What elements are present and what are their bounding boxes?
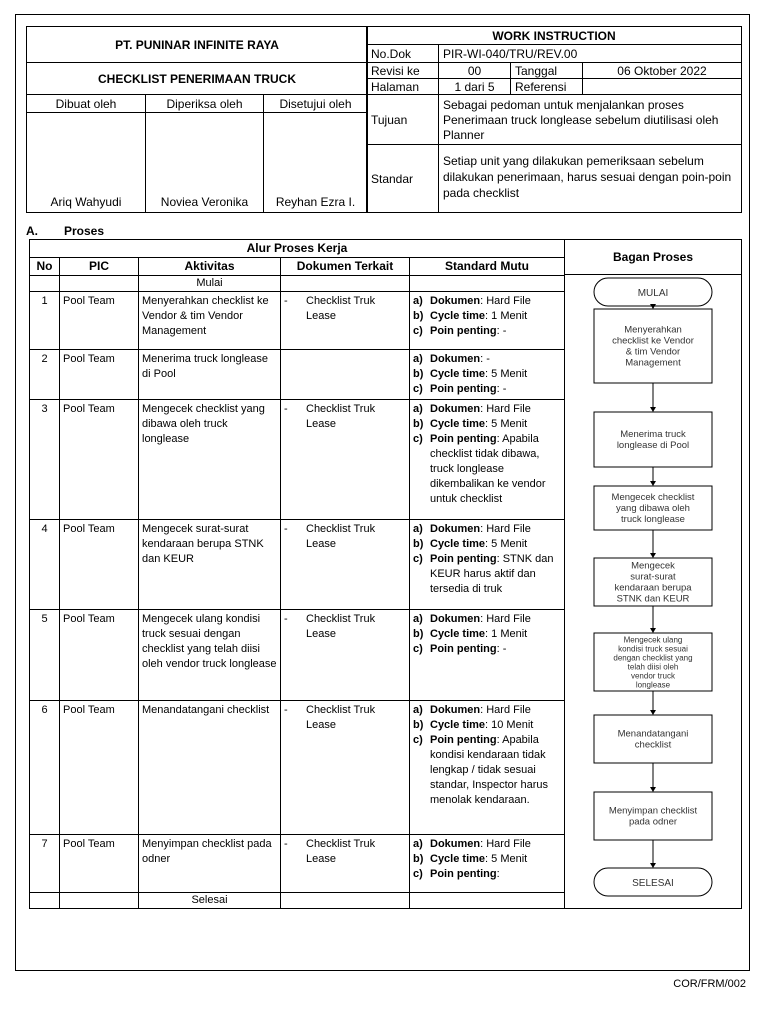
std-c-value: : - xyxy=(496,325,507,338)
row-number: 7 xyxy=(30,834,60,892)
row-activity: Menandatangani checklist xyxy=(139,700,281,834)
checked-by-name: Noviea Veronika xyxy=(146,113,264,213)
header-right-table xyxy=(366,26,742,213)
row-document xyxy=(281,520,410,610)
flow-step-label: kondisi truck sesuai xyxy=(618,644,688,654)
flow-step-label: kendaraan berupa xyxy=(614,582,692,594)
doc-dash: - xyxy=(284,403,288,416)
start-label: Mulai xyxy=(139,276,281,292)
flow-step-label: Menyimpan checklist xyxy=(608,805,698,817)
doc-text: Checklist Truk Lease xyxy=(306,403,376,431)
flow-step-label: Menerima truck xyxy=(620,429,686,440)
row-pic: Pool Team xyxy=(60,400,139,520)
std-a-key: Dokumen xyxy=(430,837,481,850)
std-a-label: a) xyxy=(413,837,423,850)
flow-arrowhead xyxy=(650,628,656,633)
doc-text: Checklist Truk Lease xyxy=(306,613,376,641)
std-b-key: Cycle time xyxy=(430,368,486,381)
row-pic: Pool Team xyxy=(60,350,139,400)
std-a-value: : Hard File xyxy=(480,837,531,850)
std-a-key: Dokumen xyxy=(430,295,481,308)
std-b-key: Cycle time xyxy=(430,538,486,551)
standard-text: Setiap unit yang dilakukan pemeriksaan sebelum dilakukan penerimaan, harus sesuai dengan poin-poin pada checklist xyxy=(439,145,742,213)
std-b-label: b) xyxy=(413,538,424,551)
row-activity: Mengecek checklist yang dibawa oleh truck longlease xyxy=(139,400,281,520)
std-a-value: : Hard File xyxy=(480,403,531,416)
made-by-name: Ariq Wahyudi xyxy=(27,113,146,213)
std-c-value: : Apabila kondisi kendaraan tidak lengkap / tidak sesuai standar, Inspector harus menolak kendaraan. xyxy=(430,733,549,806)
std-c-value: : - xyxy=(496,383,507,396)
std-b-key: Cycle time xyxy=(430,718,486,731)
doc-dash: - xyxy=(284,295,288,308)
std-b-value: : 5 Menit xyxy=(485,852,528,865)
std-c-label: c) xyxy=(413,553,423,566)
doc-text: Checklist Truk Lease xyxy=(306,837,376,865)
std-c-value: : STNK dan KEUR harus aktif dan tersedia di truk xyxy=(430,553,554,596)
flow-step-label: truck longlease xyxy=(621,514,685,525)
std-b-label: b) xyxy=(413,418,424,431)
row-standard xyxy=(410,292,565,350)
std-c-value: : xyxy=(496,867,500,880)
flow-step-label: Mengecek ulang xyxy=(623,635,683,645)
flow-step-label: & tim Vendor xyxy=(625,346,681,358)
row-standard xyxy=(410,400,565,520)
std-a-value: : - xyxy=(480,353,490,366)
row-number: 1 xyxy=(30,292,60,350)
std-a-label: a) xyxy=(413,403,423,416)
form-code: COR/FRM/002 xyxy=(673,978,746,990)
std-b-value: : 10 Menit xyxy=(485,718,534,731)
row-standard xyxy=(410,610,565,700)
std-c-key: Poin penting xyxy=(430,383,497,396)
std-c-key: Poin penting xyxy=(430,553,497,566)
flow-step-label: pada odner xyxy=(628,816,678,828)
std-c-key: Poin penting xyxy=(430,643,497,656)
flowchart xyxy=(565,240,742,910)
row-standard xyxy=(410,834,565,892)
std-a-label: a) xyxy=(413,613,423,626)
row-pic: Pool Team xyxy=(60,520,139,610)
end-row-no xyxy=(30,892,60,908)
row-document xyxy=(281,292,410,350)
std-b-value: : 5 Menit xyxy=(485,538,528,551)
row-document xyxy=(281,400,410,520)
row-standard xyxy=(410,520,565,610)
std-a-label: a) xyxy=(413,295,423,308)
std-c-label: c) xyxy=(413,867,423,880)
flow-step-label: longlease xyxy=(635,680,671,690)
row-activity: Mengecek ulang kondisi truck sesuai dengan checklist yang telah diisi oleh vendor truck longlease xyxy=(139,610,281,700)
std-a-value: : Hard File xyxy=(480,613,531,626)
row-pic: Pool Team xyxy=(60,610,139,700)
flow-step-label: telah diisi oleh xyxy=(627,662,679,672)
std-b-key: Cycle time xyxy=(430,852,486,865)
flow-step-label: longlease di Pool xyxy=(616,440,690,451)
flow-arrowhead xyxy=(650,787,656,792)
std-c-label: c) xyxy=(413,733,423,746)
std-c-key: Poin penting xyxy=(430,325,497,338)
flow-step-label: yang dibawa oleh xyxy=(616,503,690,514)
row-number: 2 xyxy=(30,350,60,400)
col-activity-header: Aktivitas xyxy=(139,258,281,276)
row-activity: Menerima truck longlease di Pool xyxy=(139,350,281,400)
std-a-key: Dokumen xyxy=(430,523,481,536)
page-value: 1 dari 5 xyxy=(439,79,511,95)
date-value: 06 Oktober 2022 xyxy=(583,63,742,79)
flow-step-label: Management xyxy=(625,357,681,369)
std-b-key: Cycle time xyxy=(430,310,486,323)
flow-arrowhead xyxy=(650,710,656,715)
end-label: Selesai xyxy=(139,892,281,908)
col-document-header: Dokumen Terkait xyxy=(281,258,410,276)
row-document xyxy=(281,610,410,700)
std-b-value: : 5 Menit xyxy=(485,368,528,381)
row-pic: Pool Team xyxy=(60,292,139,350)
revision-label: Revisi ke xyxy=(367,63,439,79)
std-a-key: Dokumen xyxy=(430,613,481,626)
header-left-table xyxy=(26,26,368,213)
std-c-label: c) xyxy=(413,383,423,396)
row-standard xyxy=(410,700,565,834)
reference-label: Referensi xyxy=(511,79,583,95)
std-c-label: c) xyxy=(413,643,423,656)
flow-arrowhead xyxy=(650,407,656,412)
doc-dash: - xyxy=(284,703,288,716)
doc-dash: - xyxy=(284,837,288,850)
std-b-label: b) xyxy=(413,852,424,865)
standard-label: Standar xyxy=(367,145,439,213)
start-row-doc xyxy=(281,276,410,292)
row-activity: Menyerahkan checklist ke Vendor & tim Vendor Management xyxy=(139,292,281,350)
end-row-std xyxy=(410,892,565,908)
doc-number-value: PIR-WI-040/TRU/REV.00 xyxy=(439,45,742,63)
revision-value: 00 xyxy=(439,63,511,79)
col-pic-header: PIC xyxy=(60,258,139,276)
row-document xyxy=(281,350,410,400)
std-a-value: : Hard File xyxy=(480,523,531,536)
end-row-pic xyxy=(60,892,139,908)
flowchart-cell xyxy=(565,240,742,909)
std-c-label: c) xyxy=(413,433,423,446)
std-a-label: a) xyxy=(413,353,423,366)
std-a-value: : Hard File xyxy=(480,295,531,308)
flow-arrowhead xyxy=(650,481,656,486)
row-document xyxy=(281,834,410,892)
std-a-key: Dokumen xyxy=(430,353,481,366)
start-row-no xyxy=(30,276,60,292)
std-a-key: Dokumen xyxy=(430,403,481,416)
work-instruction-title: WORK INSTRUCTION xyxy=(367,27,742,45)
doc-number-label: No.Dok xyxy=(367,45,439,63)
date-label: Tanggal xyxy=(511,63,583,79)
flow-step-label: STNK dan KEUR xyxy=(616,593,690,605)
process-table xyxy=(29,239,742,909)
row-number: 3 xyxy=(30,400,60,520)
doc-text: Checklist Truk Lease xyxy=(306,295,376,323)
flow-step-label: vendor truck xyxy=(631,671,676,681)
flow-arrowhead xyxy=(650,553,656,558)
company-name: PT. PUNINAR INFINITE RAYA xyxy=(27,27,368,63)
std-b-value: : 1 Menit xyxy=(485,628,528,641)
page-label: Halaman xyxy=(367,79,439,95)
flow-step-label: checklist xyxy=(634,739,672,751)
std-c-key: Poin penting xyxy=(430,433,497,446)
flow-step-label: Mengecek checklist xyxy=(611,492,695,503)
row-document xyxy=(281,700,410,834)
std-a-label: a) xyxy=(413,703,423,716)
std-c-key: Poin penting xyxy=(430,733,497,746)
std-c-value: : - xyxy=(496,643,507,656)
flow-step-label: Menandatangani xyxy=(617,728,689,740)
doc-dash: - xyxy=(284,613,288,626)
std-b-label: b) xyxy=(413,310,424,323)
doc-dash: - xyxy=(284,523,288,536)
row-number: 5 xyxy=(30,610,60,700)
purpose-label: Tujuan xyxy=(367,95,439,145)
std-b-label: b) xyxy=(413,368,424,381)
section-title: Proses xyxy=(64,224,105,238)
checked-by-label: Diperiksa oleh xyxy=(146,95,264,113)
flowchart-header: Bagan Proses xyxy=(565,240,741,275)
end-terminal-label: SELESAI xyxy=(632,878,674,889)
purpose-text: Sebagai pedoman untuk menjalankan proses Penerimaan truck longlease sebelum diutilisasi oleh Planner xyxy=(439,95,742,145)
reference-value xyxy=(583,79,742,95)
row-number: 6 xyxy=(30,700,60,834)
approved-by-label: Disetujui oleh xyxy=(264,95,368,113)
std-b-label: b) xyxy=(413,718,424,731)
flow-step-label: surat-surat xyxy=(630,571,676,583)
flow-step-label: checklist ke Vendor xyxy=(612,335,694,347)
document-title: CHECKLIST PENERIMAAN TRUCK xyxy=(27,63,368,95)
row-standard xyxy=(410,350,565,400)
std-b-key: Cycle time xyxy=(430,628,486,641)
row-activity: Mengecek surat-surat kendaraan berupa STNK dan KEUR xyxy=(139,520,281,610)
doc-text: Checklist Truk Lease xyxy=(306,703,376,731)
start-row-std xyxy=(410,276,565,292)
end-row-doc xyxy=(281,892,410,908)
flow-step-label: dengan checklist yang xyxy=(613,653,693,663)
section-heading xyxy=(26,224,104,238)
made-by-label: Dibuat oleh xyxy=(27,95,146,113)
start-terminal-label: MULAI xyxy=(637,288,669,299)
std-a-value: : Hard File xyxy=(480,703,531,716)
row-number: 4 xyxy=(30,520,60,610)
start-row-pic xyxy=(60,276,139,292)
std-c-label: c) xyxy=(413,325,423,338)
row-activity: Menyimpan checklist pada odner xyxy=(139,834,281,892)
col-standard-header: Standard Mutu xyxy=(410,258,565,276)
approved-by-name: Reyhan Ezra I. xyxy=(264,113,368,213)
flow-arrowhead xyxy=(650,863,656,868)
std-a-label: a) xyxy=(413,523,423,536)
std-a-key: Dokumen xyxy=(430,703,481,716)
std-c-key: Poin penting xyxy=(430,867,497,880)
std-b-value: : 5 Menit xyxy=(485,418,528,431)
row-pic: Pool Team xyxy=(60,834,139,892)
section-letter: A. xyxy=(26,224,38,238)
flow-step-label: Mengecek xyxy=(631,560,675,572)
row-pic: Pool Team xyxy=(60,700,139,834)
col-no-header: No xyxy=(30,258,60,276)
std-b-key: Cycle time xyxy=(430,418,486,431)
std-c-value: : Apabila checklist tidak dibawa, truck longlease dikembalikan ke vendor untuk checklist xyxy=(430,433,546,506)
flow-step-label: Menyerahkan xyxy=(624,324,682,336)
std-b-value: : 1 Menit xyxy=(485,310,528,323)
process-group-header: Alur Proses Kerja xyxy=(30,240,565,258)
std-b-label: b) xyxy=(413,628,424,641)
doc-text: Checklist Truk Lease xyxy=(306,523,376,551)
